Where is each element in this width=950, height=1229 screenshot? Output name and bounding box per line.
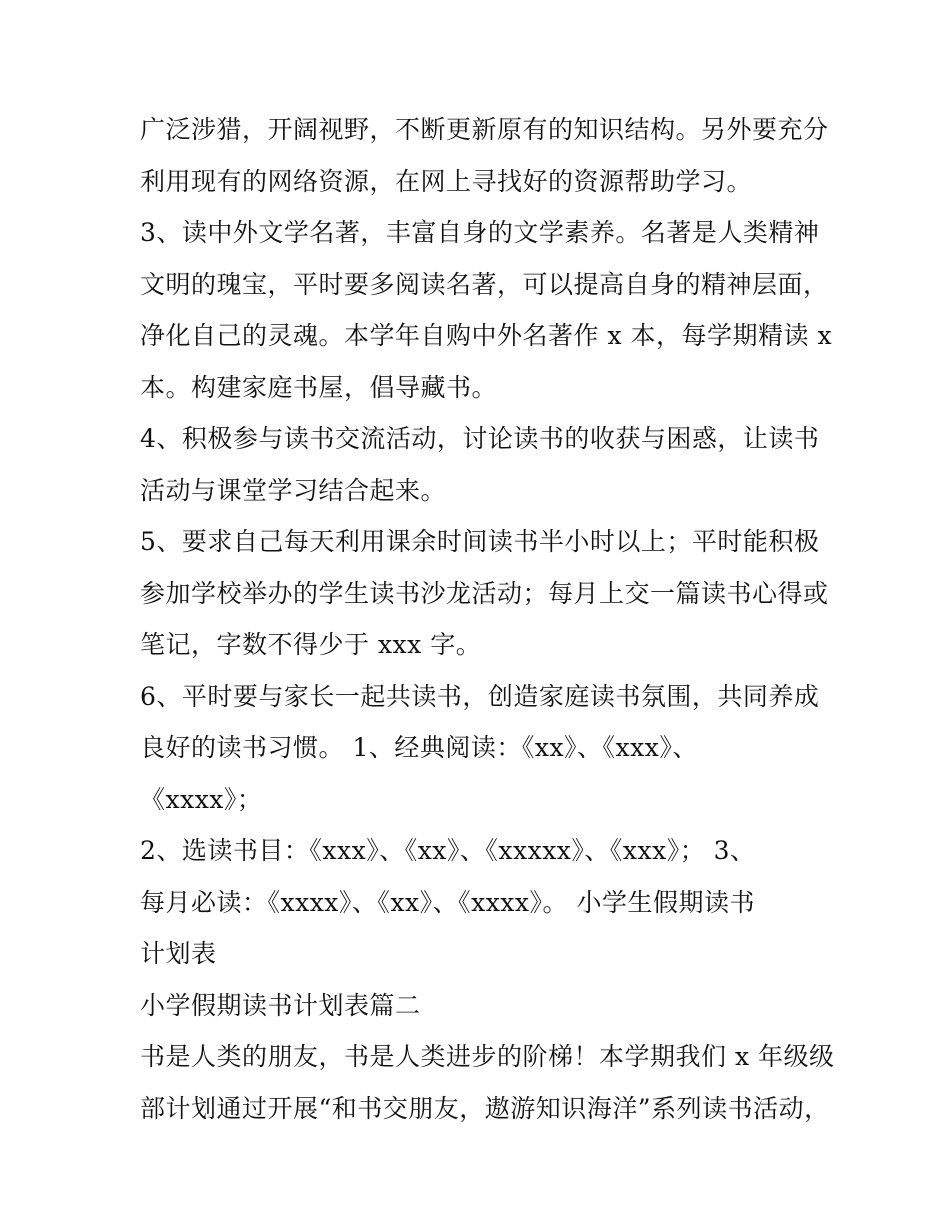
text-line: 活动与课堂学习结合起来。 [140,475,447,505]
text-line: 广泛涉猎，开阔视野，不断更新原有的知识结构。另外要充分 [140,115,829,144]
text-line: 净化自己的灵魂。本学年自购中外名著作 x 本，每学期精读 x [140,321,833,350]
text-line: 计划表 [140,939,217,968]
text-line: 每月必读：《xxxx》、《xx》、《xxxx》。 小学生假期读书 [140,887,755,917]
text-line: 《xxxx》； [140,784,263,814]
text-line: 2、选读书目：《xxx》、《xx》、《xxxxx》、《xxx》； 3、 [140,836,756,865]
text-line: 文明的瑰宝，平时要多阅读名著，可以提高自身的精神层面， [140,269,829,299]
text-line: 参加学校举办的学生读书沙龙活动；每月上交一篇读书心得或 [140,578,829,608]
text-line: 部计划通过开展“和书交朋友，遨游知识海洋”系列读书活动， [140,1093,830,1123]
text-line: 笔记，字数不得少于 xxx 字。 [140,630,482,659]
text-line: 书是人类的朋友，书是人类进步的阶梯！本学期我们 x 年级级 [140,1042,835,1071]
text-line: 利用现有的网络资源，在网上寻找好的资源帮助学习。 [140,166,753,196]
text-line: 6、平时要与家长一起共读书，创造家庭读书氛围，共同养成 [140,681,820,711]
text-line: 良好的读书习惯。 1、经典阅读：《xx》、《xxx》、 [140,733,698,762]
text-line: 5、要求自己每天利用课余时间读书半小时以上；平时能积极 [140,527,820,556]
text-line: 3、读中外文学名著，丰富自身的文学素养。名著是人类精神 [140,218,820,247]
document-body [140,104,835,1134]
section-heading: 小学假期读书计划表篇二 [140,990,421,1020]
text-line: 本。构建家庭书屋，倡导藏书。 [140,372,498,402]
text-line: 4、积极参与读书交流活动，讨论读书的收获与困惑，让读书 [140,424,820,453]
